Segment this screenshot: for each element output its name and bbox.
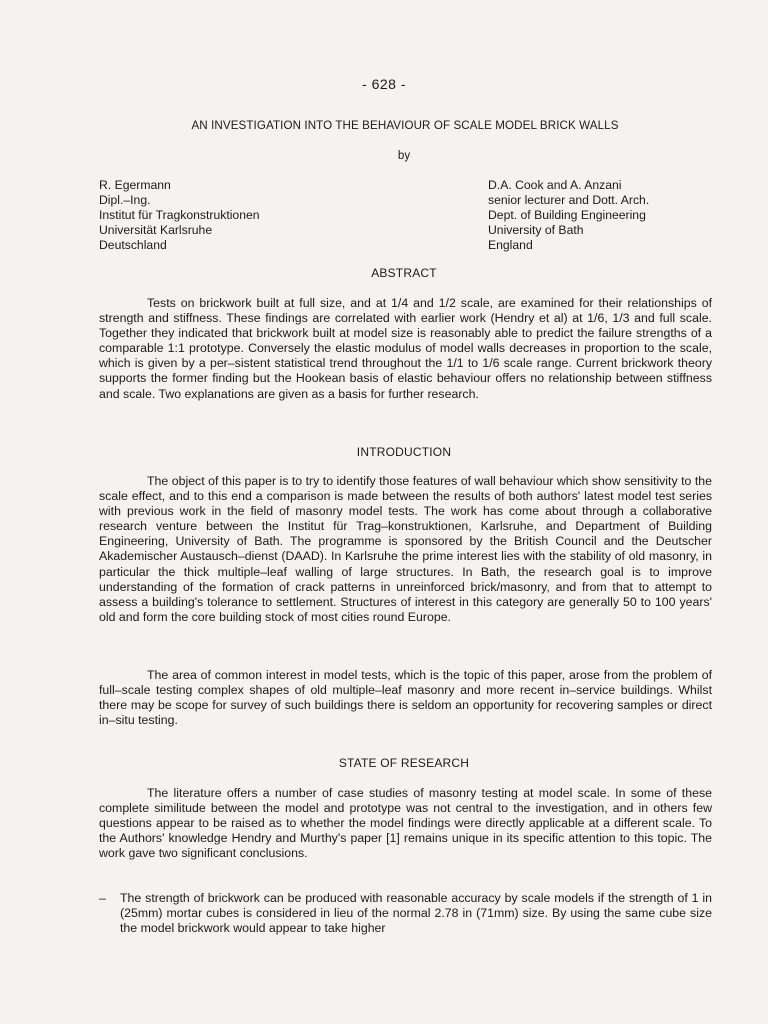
state-of-research-heading: STATE OF RESEARCH <box>338 756 470 770</box>
by-line: by <box>397 150 411 162</box>
state-of-research-paragraph: The literature offers a number of case studies of masonry testing at model scale. In some of these complete similitude between the model and prototype was not central to the investigation, and in others few questions appear to be raised as to whether the model findings were directly applicable at a different scale. To the Authors' knowledge Hendry and Murthy's paper [1] remains unique in its specific attention to this topic. The work gave two significant conclusions. <box>99 786 712 861</box>
author-block-right <box>488 178 718 253</box>
introduction-heading: INTRODUCTION <box>356 445 452 459</box>
author-name: R. Egermann <box>99 178 171 192</box>
author-block-left <box>99 178 399 253</box>
author-country: England <box>488 238 533 252</box>
author-university: University of Bath <box>488 223 584 237</box>
author-country: Deutschland <box>99 238 167 252</box>
abstract-paragraph: Tests on brickwork built at full size, and at 1/4 and 1/2 scale, are examined for their relationships of strength and stiffness. These findings are correlated with earlier work (Hendry et al) at 1/6, 1/3 and full scale. Together they indicated that brickwork built at model size is reasonably able to predict the failure strengths of a comparable 1:1 prototype. Conversely the elastic modulus of model walls decreases in proportion to the scale, which is given by a per–sistent statistical trend throughout the 1/1 to 1/6 scale range. Current brickwork theory supports the former finding but the Hookean basis of elastic behaviour offers no relationship between stiffness and scale. Two explanations are given as a basis for further research. <box>99 296 712 401</box>
author-department: Dept. of Building Engineering <box>488 208 646 222</box>
paper-title: AN INVESTIGATION INTO THE BEHAVIOUR OF SCALE MODEL BRICK WALLS <box>191 119 619 132</box>
introduction-paragraph: The object of this paper is to try to identify those features of wall behaviour which show sensitivity to the scale effect, and to this end a comparison is made between the results of both authors' latest model test series with previous work in the field of masonry model tests. The work has come about through a collaborative research venture between the Institut für Trag–konstruktionen, Karlsruhe, and Department of Building Engineering, University of Bath. The programme is sponsored by the British Council and the Deutscher Akademischer Austausch–dienst (DAAD). In Karlsruhe the prime interest lies with the stability of old masonry, in particular the thick multiple–leaf walling of large structures. In Bath, the research goal is to improve understanding of the formation of crack patterns in unreinforced brick/masonry, and from that to attempt to assess a building's tolerance to settlement. Structures of interest in this category are generally 50 to 100 years' old and form the core building stock of most cities round Europe. <box>99 474 712 624</box>
abstract-heading: ABSTRACT <box>371 266 437 280</box>
author-university: Universität Karlsruhe <box>99 223 213 237</box>
list-item-text: The strength of brickwork can be produced with reasonable accuracy by scale models if the strength of 1 in (25mm) mortar cubes is considered in lieu of the normal 2.78 in (71mm) size. By using the same cube size the model brickwork would appear to take higher <box>120 891 712 936</box>
introduction-paragraph: The area of common interest in model tests, which is the topic of this paper, arose from the problem of full–scale testing complex shapes of old multiple–leaf masonry and more recent in–service buildings. Whilst there may be scope for survey of such buildings there is seldom an opportunity for recovering samples or direct in–situ testing. <box>99 668 712 728</box>
author-name: D.A. Cook and A. Anzani <box>488 178 622 192</box>
author-institute: Institut für Tragkonstruktionen <box>99 208 260 222</box>
author-title: Dipl.–Ing. <box>99 193 151 207</box>
page-number: - 628 - <box>362 76 406 92</box>
author-title: senior lecturer and Dott. Arch. <box>488 193 650 207</box>
list-item <box>99 891 712 936</box>
bullet-dash: – <box>99 891 106 905</box>
